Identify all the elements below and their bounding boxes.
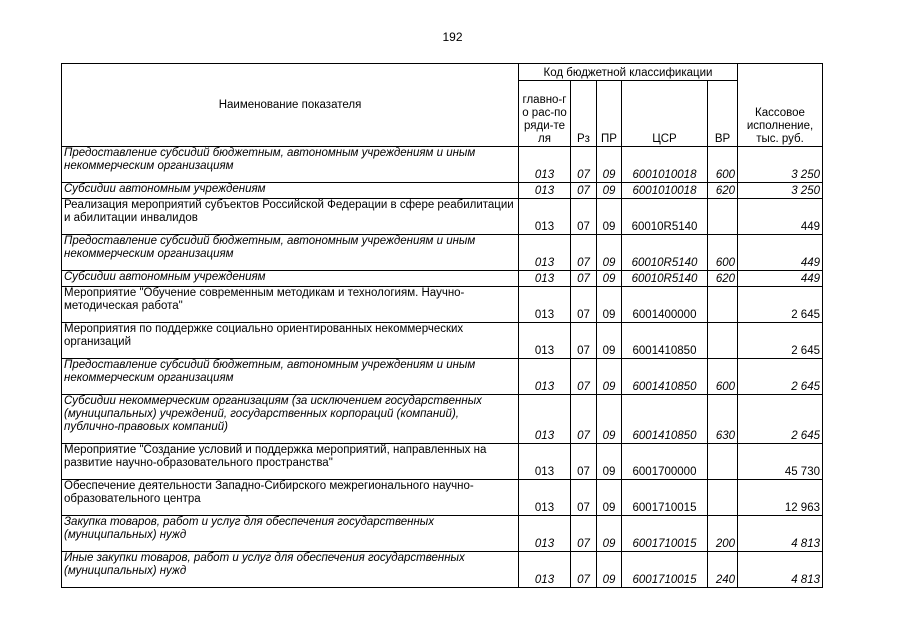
row-pr: 09: [597, 147, 622, 183]
row-pr: 09: [597, 235, 622, 271]
page-number: 192: [442, 30, 463, 44]
row-pr: 09: [597, 199, 622, 235]
row-rz: 07: [571, 287, 597, 323]
row-pr: 09: [597, 271, 622, 287]
row-amount: 4 813: [738, 552, 823, 588]
row-name: Мероприятие "Создание условий и поддержка мероприятий, направленных на развитие научно-образовательного пространства": [62, 444, 519, 480]
row-vr: 200: [708, 516, 738, 552]
row-name: Предоставление субсидий бюджетным, автономным учреждениям и иным некоммерческим организациям: [62, 147, 519, 183]
row-glav: 013: [519, 147, 571, 183]
row-amount: 449: [738, 235, 823, 271]
row-csr: 6001710015: [622, 552, 708, 588]
header-pr: ПР: [597, 81, 622, 147]
row-pr: 09: [597, 552, 622, 588]
row-rz: 07: [571, 199, 597, 235]
row-csr: 6001400000: [622, 287, 708, 323]
row-rz: 07: [571, 271, 597, 287]
table-row: [62, 147, 823, 183]
row-amount: 449: [738, 271, 823, 287]
row-vr: 620: [708, 183, 738, 199]
row-rz: 07: [571, 147, 597, 183]
row-amount: 2 645: [738, 323, 823, 359]
row-pr: 09: [597, 359, 622, 395]
header-amount: Кассовое исполнение, тыс. руб.: [738, 64, 823, 147]
row-amount: 4 813: [738, 516, 823, 552]
row-vr: [708, 287, 738, 323]
row-name: Мероприятие "Обучение современным методикам и технологиям. Научно-методическая работа": [62, 287, 519, 323]
row-csr: 60010R5140: [622, 235, 708, 271]
row-csr: 60010R5140: [622, 271, 708, 287]
row-glav: 013: [519, 516, 571, 552]
row-vr: 600: [708, 147, 738, 183]
header-csr: ЦСР: [622, 81, 708, 147]
row-csr: 6001410850: [622, 395, 708, 444]
row-name: Иные закупки товаров, работ и услуг для обеспечения государственных (муниципальных) нужд: [62, 552, 519, 588]
row-pr: 09: [597, 183, 622, 199]
row-csr: 6001010018: [622, 147, 708, 183]
table-row: [62, 183, 823, 199]
row-vr: 630: [708, 395, 738, 444]
row-rz: 07: [571, 395, 597, 444]
row-name: Закупка товаров, работ и услуг для обеспечения государственных (муниципальных) нужд: [62, 516, 519, 552]
row-csr: 6001710015: [622, 516, 708, 552]
header-rz: Рз: [571, 81, 597, 147]
header-vr: ВР: [708, 81, 738, 147]
row-name: Обеспечение деятельности Западно-Сибирского межрегионального научно-образовательного центра: [62, 480, 519, 516]
table-row: [62, 359, 823, 395]
header-name: Наименование показателя: [62, 64, 519, 147]
row-csr: 6001410850: [622, 359, 708, 395]
table-row: [62, 552, 823, 588]
row-glav: 013: [519, 235, 571, 271]
table-row: [62, 516, 823, 552]
row-csr: 60010R5140: [622, 199, 708, 235]
row-glav: 013: [519, 323, 571, 359]
table-row: [62, 480, 823, 516]
row-vr: 240: [708, 552, 738, 588]
row-amount: 2 645: [738, 287, 823, 323]
header-glavnogo: главно-го рас-поряди-теля: [519, 81, 571, 147]
row-name: Субсидии автономным учреждениям: [62, 271, 519, 287]
row-rz: 07: [571, 552, 597, 588]
row-vr: 600: [708, 235, 738, 271]
row-pr: 09: [597, 444, 622, 480]
row-amount: 2 645: [738, 359, 823, 395]
row-pr: 09: [597, 480, 622, 516]
table-row: [62, 323, 823, 359]
row-name: Субсидии некоммерческим организациям (за исключением государственных (муниципальных) учреждений, государственных корпораций (компаний), публично-правовых компаний): [62, 395, 519, 444]
row-amount: 3 250: [738, 183, 823, 199]
row-glav: 013: [519, 480, 571, 516]
row-glav: 013: [519, 183, 571, 199]
row-csr: 6001010018: [622, 183, 708, 199]
table-row: [62, 287, 823, 323]
header-code-group: Код бюджетной классификации: [519, 64, 738, 81]
row-vr: [708, 323, 738, 359]
row-vr: 600: [708, 359, 738, 395]
row-name: Предоставление субсидий бюджетным, автономным учреждениям и иным некоммерческим организациям: [62, 235, 519, 271]
row-csr: 6001700000: [622, 444, 708, 480]
row-rz: 07: [571, 323, 597, 359]
row-name: Предоставление субсидий бюджетным, автономным учреждениям и иным некоммерческим организациям: [62, 359, 519, 395]
row-rz: 07: [571, 516, 597, 552]
row-glav: 013: [519, 359, 571, 395]
row-amount: 2 645: [738, 395, 823, 444]
row-glav: 013: [519, 199, 571, 235]
row-pr: 09: [597, 287, 622, 323]
row-rz: 07: [571, 444, 597, 480]
table-row: [62, 395, 823, 444]
row-glav: 013: [519, 395, 571, 444]
row-amount: 3 250: [738, 147, 823, 183]
table-row: [62, 235, 823, 271]
row-name: Реализация мероприятий субъектов Российской Федерации в сфере реабилитации и абилитации инвалидов: [62, 199, 519, 235]
row-pr: 09: [597, 516, 622, 552]
row-glav: 013: [519, 271, 571, 287]
row-vr: [708, 199, 738, 235]
row-amount: 449: [738, 199, 823, 235]
row-glav: 013: [519, 552, 571, 588]
row-vr: 620: [708, 271, 738, 287]
row-pr: 09: [597, 323, 622, 359]
budget-table: [61, 63, 823, 588]
row-rz: 07: [571, 480, 597, 516]
row-name: Мероприятия по поддержке социально ориентированных некоммерческих организаций: [62, 323, 519, 359]
table-row: [62, 199, 823, 235]
row-csr: 6001410850: [622, 323, 708, 359]
row-rz: 07: [571, 183, 597, 199]
row-pr: 09: [597, 395, 622, 444]
table-row: [62, 444, 823, 480]
row-name: Субсидии автономным учреждениям: [62, 183, 519, 199]
row-amount: 12 963: [738, 480, 823, 516]
row-rz: 07: [571, 359, 597, 395]
row-rz: 07: [571, 235, 597, 271]
row-glav: 013: [519, 287, 571, 323]
row-vr: [708, 480, 738, 516]
row-amount: 45 730: [738, 444, 823, 480]
table-row: [62, 271, 823, 287]
row-csr: 6001710015: [622, 480, 708, 516]
row-glav: 013: [519, 444, 571, 480]
row-vr: [708, 444, 738, 480]
